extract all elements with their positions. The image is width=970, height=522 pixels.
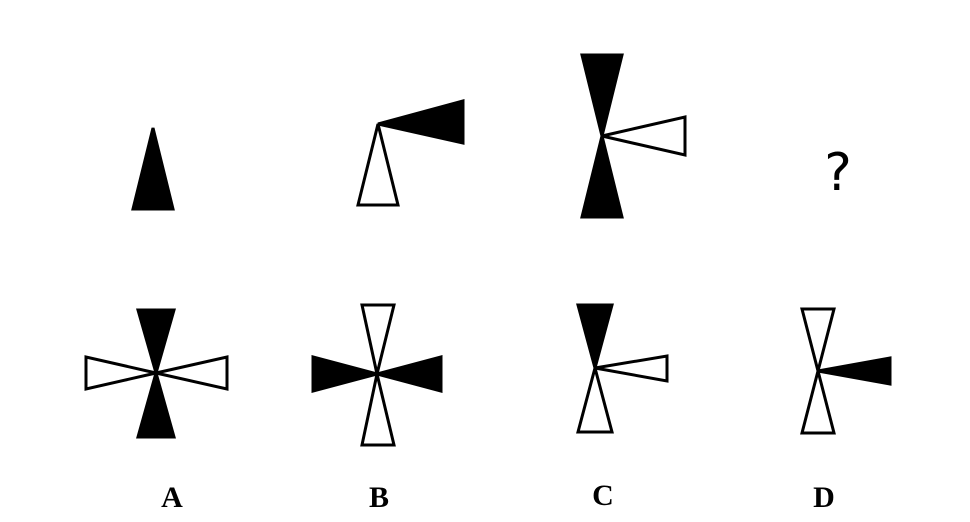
triangle-down-white [802, 371, 834, 433]
option-c-label: C [592, 479, 614, 512]
triangle-up-white [802, 309, 834, 371]
option-d-label: D [813, 481, 835, 514]
triangle-down-white [578, 368, 612, 432]
sequence-figure-3 [582, 55, 685, 217]
triangle-right-white [595, 356, 667, 381]
option-b[interactable] [313, 305, 441, 514]
option-a[interactable] [86, 310, 227, 514]
triangle-right-black [818, 358, 890, 384]
triangle-left-white [86, 357, 156, 389]
triangle-down-black [582, 136, 622, 217]
triangle-right-black [377, 357, 441, 391]
triangle-up-white [358, 124, 398, 205]
triangle-down-white [362, 374, 394, 445]
question-mark: ? [824, 143, 852, 203]
sequence-figure-2 [358, 101, 463, 205]
triangle-up-black [133, 128, 173, 209]
triangle-up-white [362, 305, 394, 374]
option-d[interactable] [802, 309, 890, 514]
triangle-right-white [156, 357, 227, 389]
triangle-right-white [602, 117, 685, 155]
option-a-label: A [161, 481, 183, 514]
triangle-up-black [138, 310, 174, 373]
triangle-down-black [138, 373, 174, 437]
triangle-up-black [582, 55, 622, 136]
option-b-label: B [368, 481, 390, 514]
sequence-figure-4 [824, 143, 852, 203]
option-c[interactable] [578, 305, 667, 512]
sequence-figure-1 [133, 128, 173, 209]
triangle-right-black [378, 101, 463, 143]
triangle-left-black [313, 357, 377, 391]
triangle-up-black [578, 305, 612, 368]
